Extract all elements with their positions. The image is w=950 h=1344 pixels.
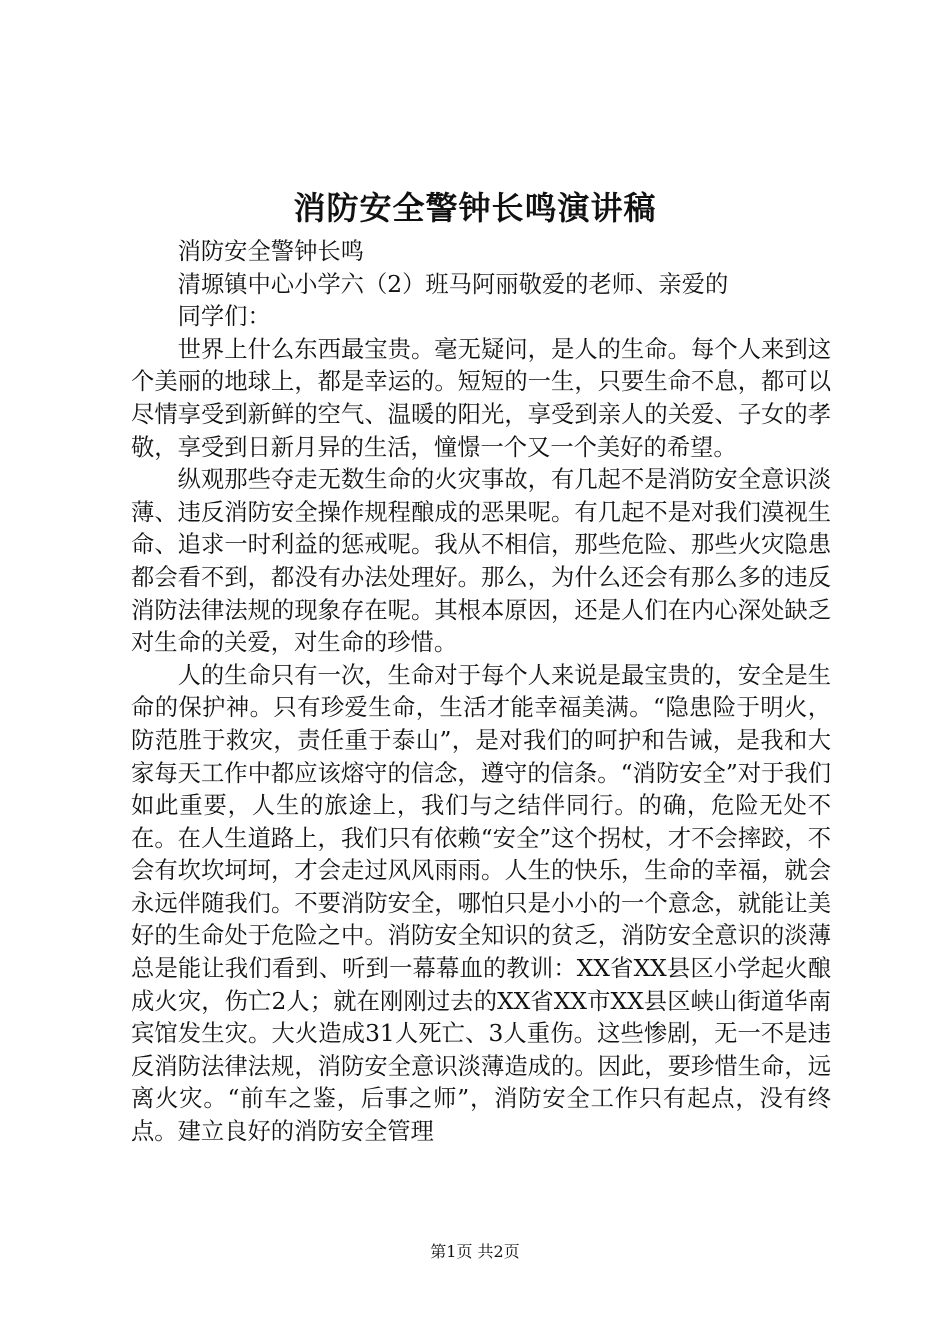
page-footer: 第1页 共2页: [430, 1242, 520, 1261]
body-paragraph-3: 人的生命只有一次，生命对于每个人来说是最宝贵的，安全是生命的保护神。只有珍爱生命，生活才能幸福美满。“隐患险于明火，防范胜于救灾，责任重于泰山”，是对我们的呵护和告诫，是我和大家每天工作中都应该熔守的信念，遵守的信条。“消防安全”对于我们如此重要，人生的旅途上，我们与之结伴同行。的确，危险无处不在。在人生道路上，我们只有依赖“安全”这个拐杖，才不会摔跤，不会有坎坎坷坷，才会走过风风雨雨。人生的快乐，生命的幸福，就会永远伴随我们。不要消防安全，哪怕只是小小的一个意念，就能让美好的生命处于危险之中。消防安全知识的贫乏，消防安全意识的淡薄总是能让我们看到、听到一幕幕血的教训：XX省XX县区小学起火酿成火灾，伤亡2人；就在刚刚过去的XX省XX市XX县区峡山街道华南宾馆发生灾。大火造成31人死亡、3人重伤。这些惨剧，无一不是违反消防法律法规，消防安全意识淡薄造成的。因此，要珍惜生命，远离火灾。“前车之鉴，后事之师”，消防安全工作只有起点，没有终点。建立良好的消防安全管理: [131, 661, 831, 1146]
author-greeting-line: 清塬镇中心小学六（2）班马阿丽敬爱的老师、亲爱的: [177, 270, 729, 298]
body-paragraph-1: 世界上什么东西最宝贵。毫无疑问，是人的生命。每个人来到这个美丽的地球上，都是幸运的。短短的一生，只要生命不息，都可以尽情享受到新鲜的空气、温暖的阳光，享受到亲人的关爱、子女的孝敬，享受到日新月异的生活，憧憬一个又一个美好的希望。: [131, 335, 831, 461]
document-title: 消防安全警钟长鸣演讲稿: [293, 189, 657, 227]
body-paragraph-2: 纵观那些夺走无数生命的火灾事故，有几起不是消防安全意识淡薄、违反消防安全操作规程酿成的恶果呢。有几起不是对我们漠视生命、追求一时利益的惩戒呢。我从不相信，那些危险、那些火灾隐患都会看不到，都没有办法处理好。那么，为什么还会有那么多的违反消防法律法规的现象存在呢。其根本原因，还是人们在内心深处缺乏对生命的关爱，对生命的珍惜。: [131, 466, 831, 657]
subtitle-line: 消防安全警钟长鸣: [177, 238, 364, 265]
greeting-continuation-line: 同学们：: [177, 303, 271, 331]
document-body: [131, 236, 831, 1149]
